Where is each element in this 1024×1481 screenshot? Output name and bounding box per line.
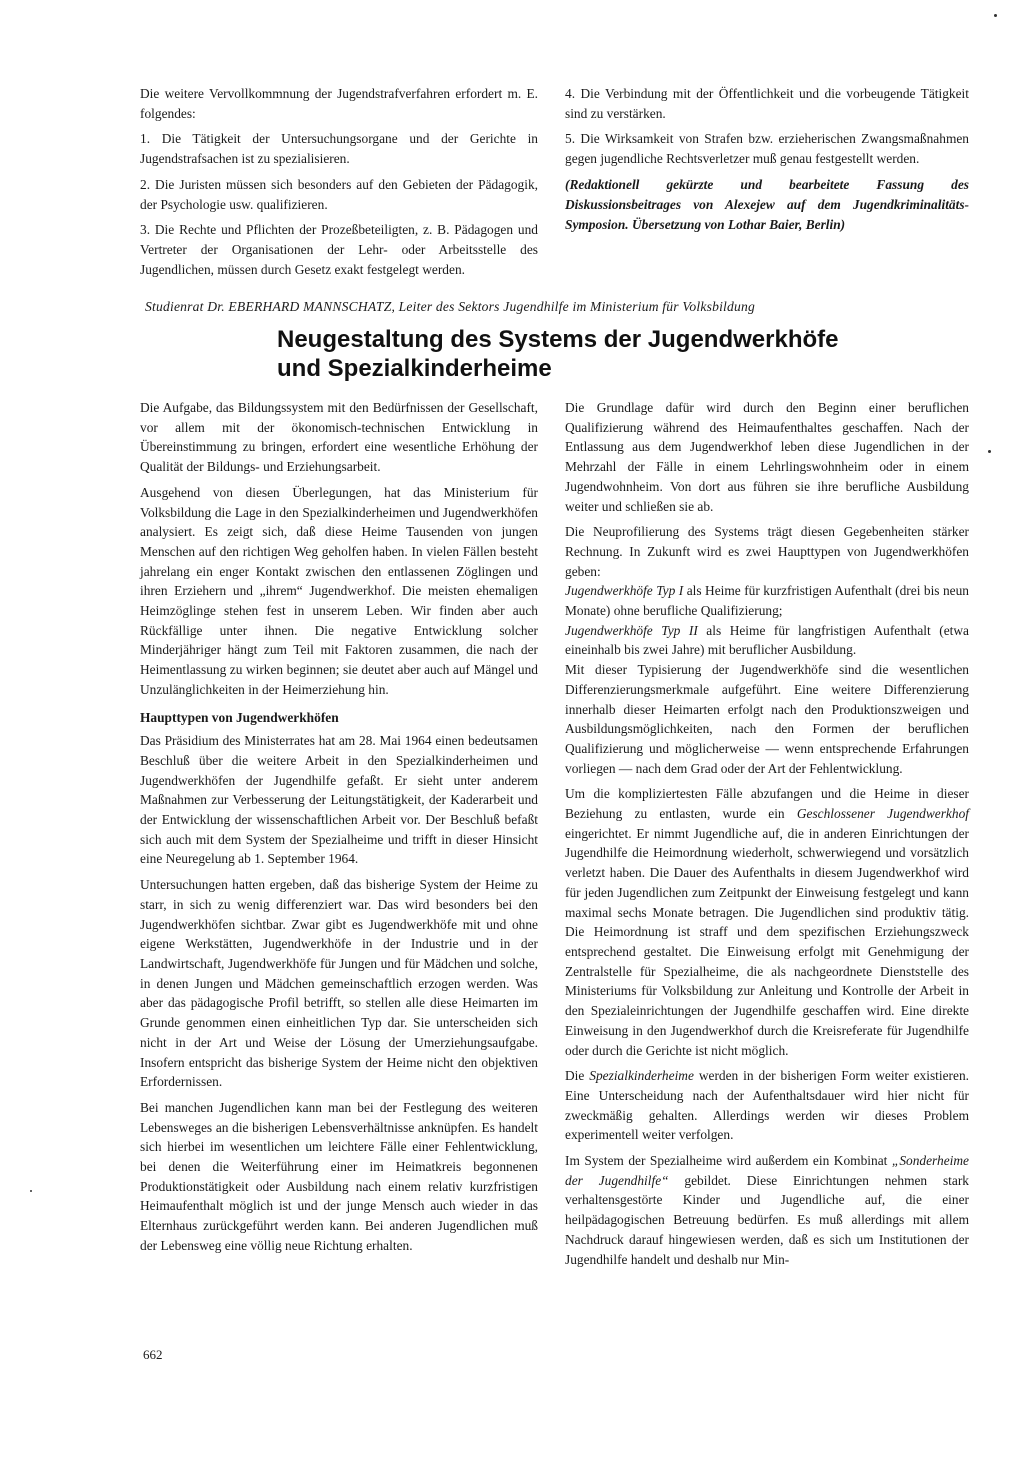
paragraph: Die Grundlage dafür wird durch den Beginn einer beruflichen Qualifizierung während des Heimaufenthaltes geschaffen. Nach der Entlassung aus dem Jugendwerkhof leben diese Jugendlichen in der Mehrzahl der Fälle in einem Lehrlingswohnheim oder in einem Jugendwohnheim. Von dort aus führen sie ihre berufliche Ausbildung weiter und schließen sie ab. [565,400,969,514]
paragraph: Untersuchungen hatten ergeben, daß das bisherige System der Heime zu starr, in sich zu wenig differenziert war. Das wird besonders bei den Jugendwerkhöfen sichtbar. Zwar gibt es Jugendwerkhöfe mit und ohne eigene Werkstätten, Jugendwerkhöfe in der Industrie und in der Landwirtschaft, Jugendwerkhöfe für Jungen und für Mädchen und solche, in denen Jungen und Mädchen gemeinschaftlich erzogen werden. Was aber das pädagogische Profil betrifft, so stellen alle diese Heimarten im Grunde genommen einen einheitlichen Typ dar. Sie unterscheiden sich nicht in der Art und Weise der Lösung der Umerziehungsaufgabe. Insofern entspricht das bisherige System der Heime nicht den objektiven Erfordernissen. [140,877,538,1090]
paragraph [565,1151,969,1269]
section-heading: Haupttypen von Jugendwerkhöfen [140,709,339,725]
scan-speck [30,1190,32,1192]
type-definition [565,581,969,620]
type-definition [565,621,969,660]
list-item: 4. Die Verbindung mit der Öffentlichkeit und die vorbeugende Tätigkeit sind zu verstärken. [565,86,969,121]
text-run: Die [565,1068,590,1084]
previous-article-column-left [140,84,538,285]
paragraph: Das Präsidium des Ministerrates hat am 28. Mai 1964 einen bedeutsamen Beschluß über die weitere Arbeit in den Spezialkinderheimen und Jugendwerkhöfen der Jugendhilfe gefaßt. Er sieht unter anderem Maßnahmen zur Verbesserung der Leitungstätigkeit, der Kaderarbeit und der Entwicklung der wissenschaftlichen Arbeit vor. Der Beschluß befaßt sich auch mit dem System der Spezialheime und trifft in dieser Hinsicht eine Neuregelung ab 1. September 1964. [140,733,538,867]
previous-article-column-right [565,84,969,241]
scan-speck [994,14,997,17]
article-column-left [140,398,538,1262]
paragraph [565,1066,969,1145]
paragraph [565,784,969,1060]
list-item: 2. Die Juristen müssen sich besonders auf den Gebieten der Pädagogik, der Psychologie usw. qualifizieren. [140,176,538,212]
text-run: werden in der bisherigen Form weiter existieren. Eine Unterscheidung nach der Aufenthaltsdauer wird hier nicht für zweckmäßig gehalten. Allerdings werden wir dieses Problem experimentell weiter verfolgen. [565,1068,970,1143]
term-text: als Heime für langfristigen Aufenthalt (etwa eineinhalb bis zwei Jahre) mit beruflicher Ausbildung. [565,622,969,658]
author-line: Studienrat Dr. EBERHARD MANNSCHATZ, Leiter des Sektors Jugendhilfe im Ministerium für Volksbildung [145,299,756,314]
list-item: 1. Die Tätigkeit der Untersuchungsorgane und der Gerichte in Jugendstrafsachen ist zu spezialisieren. [140,131,538,167]
editor-note: (Redaktionell gekürzte und bearbeitete Fassung des Diskussionsbeitrages von Alexejew auf dem Jugendkriminalitäts-Symposion. Übersetzung von Lothar Baier, Berlin) [565,176,969,232]
term: Jugendwerkhöfe Typ II [565,622,698,638]
term: Spezialkinderheime [589,1068,694,1084]
paragraph: Bei manchen Jugendlichen kann man bei der Festlegung des weiteren Lebensweges an die bisherigen Lebensverhältnisse anknüpfen. Es handelt sich hierbei im wesentlichen um leichtere Fälle einer Fehlentwicklung, bei denen die Weiterführung einer im Heimatkreis begonnenen Produktionstätigkeit oder Ausbildung nach einem relativ kurzfristigen Heimaufenthalt möglich ist und der junge Mensch auch wieder in das Elternhaus zurückgeführt werden kann. Bei anderen Jugendlichen muß der Lebensweg eine völlig neue Richtung erhalten. [140,1099,538,1253]
paragraph: Mit dieser Typisierung der Jugendwerkhöfe sind die wesentlichen Differenzierungsmerkmale aufgeführt. Eine weitere Differenzierung innerhalb dieser Heimarten erfolgt nach den Produktionszweigen und Ausbildungsmöglichkeiten, nach den Formen der beruflichen Qualifizierung und möglicherweise — wenn entsprechende Erfahrungen vorliegen — nach dem Grad oder der Art der Fehlentwicklung. [565,662,969,776]
scan-speck [988,450,991,453]
text-run: Im System der Spezialheime wird außerdem ein Kombinat [565,1153,892,1169]
paragraph: Die Neuprofilierung des Systems trägt diesen Gegebenheiten stärker Rechnung. In Zukunft wird es zwei Haupttypen von Jugendwerkhöfen geben: [565,524,969,579]
article-title-line: Neugestaltung des Systems der Jugendwerkhöfe [277,326,839,353]
paragraph: Ausgehend von diesen Überlegungen, hat das Ministerium für Volksbildung die Lage in den Spezialkinderheimen und Jugendwerkhöfen analysiert. Es zeigt sich, daß diese Heime Tausenden von jungen Menschen auf den richtigen Weg geholfen haben. In vielen Fällen besteht jahrelang ein enger Kontakt zwischen den entlassenen Zöglingen und ihren Erziehern und „ihrem“ Jugendwerkhof. Die meisten ehemaligen Heimzöglinge stehen fest in unserem Leben. Wir finden aber auch Rückfällige unter ihnen. Die negative Entwicklung solcher Minderjähriger hängt zum Teil mit Faktoren zusammen, die nach der Heimentlassung zu wirken beginnen; sie deutet aber auch auf Mängel und Unzulänglichkeiten in der Heimerziehung hin. [140,484,538,697]
article-title [277,325,897,383]
list-item: 3. Die Rechte und Pflichten der Prozeßbeteiligten, z. B. Pädagogen und Vertreter der Organisationen der Lehr- oder Arbeitsstelle des Jugendlichen, müssen durch Gesetz exakt festgelegt werden. [140,222,538,277]
paragraph: Die Aufgabe, das Bildungssystem mit den Bedürfnissen der Gesellschaft, vor allem mit der ökonomisch-technischen Entwicklung in Übereinstimmung zu bringen, erfordert eine wesentliche Erhöhung der Qualität der Bildungs- und Erziehungsarbeit. [140,400,538,475]
list-item: 5. Die Wirksamkeit von Strafen bzw. erzieherischen Zwangsmaßnahmen gegen jugendliche Rechtsverletzer muß genau festgestellt werden. [565,131,969,167]
text-run: eingerichtet. Er nimmt Jugendliche auf, die in anderen Einrichtungen der Jugendhilfe die Heimordnung wiederholt, schwerwiegend und vorsätzlich verletzt haben. Die Dauer des Aufenthalts in diesem Jugendwerkhof wird für jeden Jugendlichen zum Zeitpunkt der Einweisung festgelegt und kann maximal sechs Monate betragen. Die Jugendlichen sind produktiv tätig. Die Heimordnung ist straff und dem spezifischen Erziehungszweck entsprechend gestaltet. Die Einweisung erfolgt mit Genehmigung der Zentralstelle für Spezialheime, die als nachgeordnete Dienststelle des Ministeriums für Volksbildung zur Anleitung und Kontrolle der Arbeit in den Spezialeinrichtungen der Jugendhilfe geschaffen wird. Eine direkte Einweisung in den Jugendwerkhof durch die Kreisreferate für Jugendhilfe oder durch die Gerichte ist nicht möglich. [565,825,969,1058]
term: Jugendwerkhöfe Typ I [565,583,684,599]
term: „Sonderheime der Jugendhilfe“ [565,1153,969,1188]
text-run: gebildet. Diese Einrichtungen nehmen stark verhaltensgestörte Kinder und Jugendliche auf, die einer heilpädagogischen Betreuung bedürfen. Es muß allerdings mit allem Nachdruck darauf hingewiesen werden, daß es sich um Institutionen der Jugendhilfe handelt und deshalb nur Min- [565,1172,969,1267]
term: Geschlossener Jugendwerkhof [796,806,969,822]
page-number: 662 [143,1347,163,1362]
article-column-right [565,398,969,1275]
term-text: als Heime für kurzfristigen Aufenthalt (drei bis neun Monate) ohne berufliche Qualifizierung; [565,583,969,619]
article-title-line: und Spezialkinderheime [277,355,552,382]
paragraph: Die weitere Vervollkommnung der Jugendstrafverfahren erfordert m. E. folgendes: [140,86,538,121]
text-run: Um die kompliziertesten Fälle abzufangen und die Heime in dieser Beziehung zu entlasten, wurde ein [565,786,969,822]
